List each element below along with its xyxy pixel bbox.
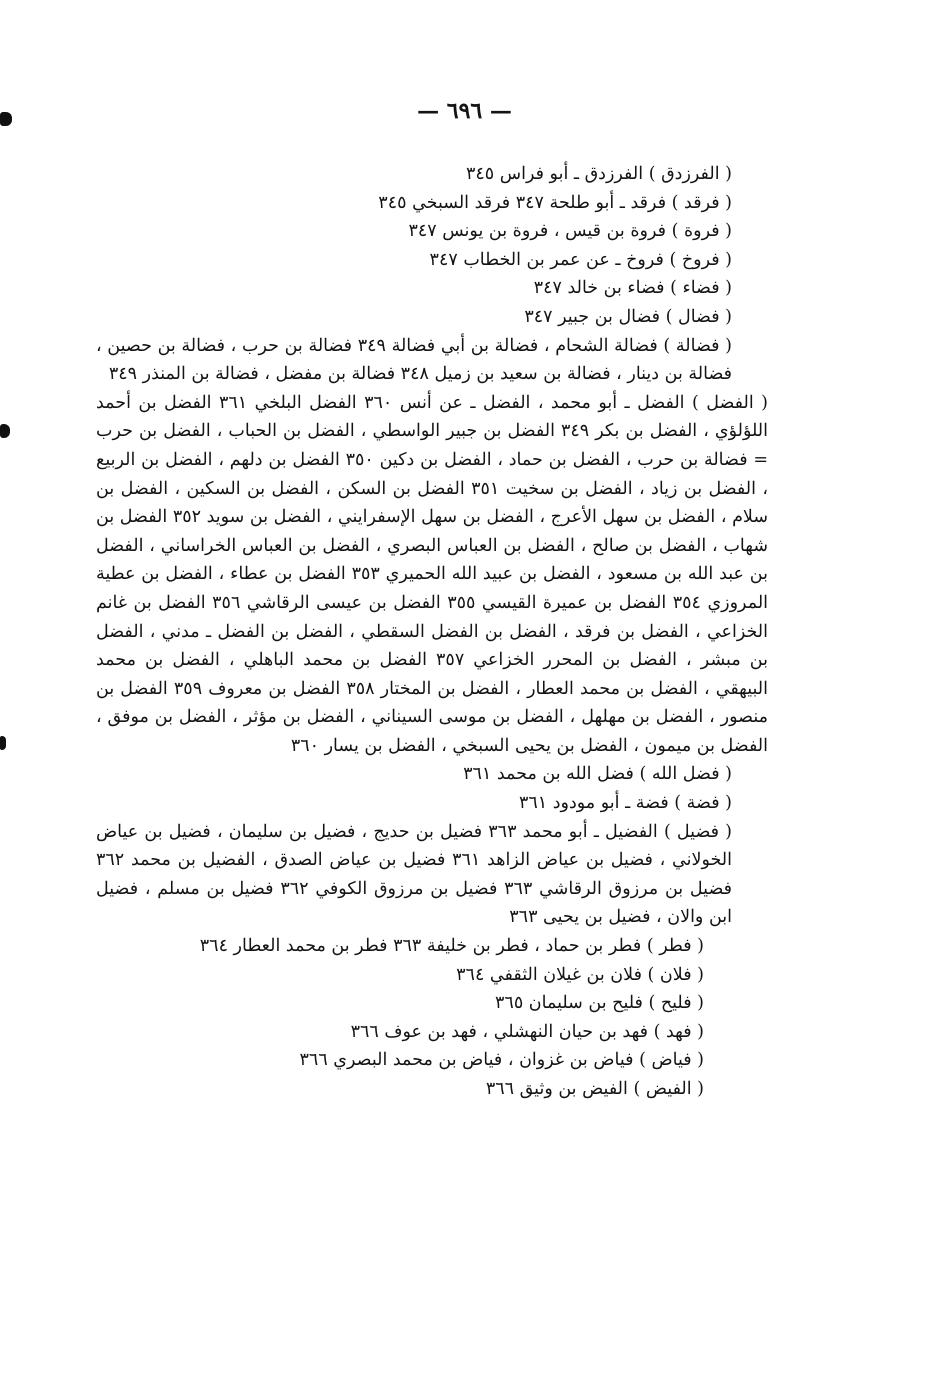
entry-text: فروخ ـ عن عمر بن الخطاب ٣٤٧ <box>429 249 664 270</box>
index-entry <box>96 274 768 303</box>
entry-heading: ( فطر ) <box>646 936 704 957</box>
index-entry <box>96 818 768 932</box>
index-entry <box>96 246 768 275</box>
entry-heading: ( فضة ) <box>674 793 732 814</box>
entry-text: فضل الله بن محمد ٣٦١ <box>463 764 634 785</box>
entry-heading: ( الفيض ) <box>633 1079 704 1099</box>
entry-text: فليح بن سليمان ٣٦٥ <box>495 993 643 1014</box>
entry-heading: ( فرقد ) <box>671 192 732 213</box>
entry-text: فلان بن غيلان الثقفي ٣٦٤ <box>456 964 642 985</box>
index-entry <box>96 789 768 818</box>
entry-text: الفيض بن وثيق ٣٦٦ <box>485 1079 628 1099</box>
index-entry <box>96 989 768 1018</box>
binding-mark <box>0 424 10 438</box>
binding-mark <box>0 736 6 750</box>
entry-heading: ( الفضل ) <box>692 392 768 413</box>
index-entry <box>96 217 768 246</box>
index-entry <box>96 389 768 761</box>
entry-text: فياض بن غزوان ، فياض بن محمد البصري ٣٦٦ <box>299 1050 634 1071</box>
entry-text: فرقد ـ أبو طلحة ٣٤٧ فرقد السبخي ٣٤٥ <box>378 192 667 213</box>
entry-heading: ( فياض ) <box>639 1050 704 1071</box>
index-body <box>96 160 768 1104</box>
entry-heading: ( فضال ) <box>665 306 732 327</box>
entry-heading: ( فروة ) <box>671 221 732 242</box>
entry-text: الفضيل ـ أبو محمد ٣٦٣ فضيل بن حديج ، فضيل بن سليمان ، فضيل بن عياض الخولاني ، فضيل بن عياض الزاهد ٣٦١ فضيل بن عياض الصدق ، الفضيل بن محمد ٣٦٢ فضيل بن مرزوق الرقاشي ٣٦٣ فضيل بن مرزوق الكوفي ٣٦٢ فضيل بن مسلم ، فضيل ابن والان ، فضيل بن يحيى ٣٦٣ <box>96 821 733 928</box>
index-entry <box>96 932 768 961</box>
index-entry <box>96 160 768 189</box>
entry-heading: ( فضيل ) <box>663 821 732 842</box>
entry-heading: ( فليح ) <box>648 993 704 1014</box>
index-entry <box>96 961 768 990</box>
entry-heading: ( فروخ ) <box>669 249 732 270</box>
index-entry <box>96 303 768 332</box>
entry-text: فضالة الشحام ، فضالة بن أبي فضالة ٣٤٩ فضالة بن حرب ، فضالة بن حصين ، فضالة بن دينار ، فضالة بن سعيد بن زميل ٣٤٨ فضالة بن مفضل ، فضالة بن المنذر ٣٤٩ <box>96 335 732 385</box>
entry-text: فروة بن قيس ، فروة بن يونس ٣٤٧ <box>408 221 666 242</box>
index-entry <box>96 760 768 789</box>
entry-heading: ( فضل الله ) <box>639 764 732 785</box>
entry-text: فطر بن حماد ، فطر بن خليفة ٣٦٣ فطر بن محمد العطار ٣٦٤ <box>199 936 642 957</box>
index-entry <box>96 1075 768 1104</box>
entry-heading: ( فلان ) <box>647 964 704 985</box>
index-entry <box>96 189 768 218</box>
entry-heading: ( الفرزدق ) <box>648 164 732 184</box>
page-number: — ٦٩٦ — <box>417 98 512 124</box>
entry-text: الفضل ـ أبو محمد ، الفضل ـ عن أنس ٣٦٠ الفضل البلخي ٣٦١ الفضل بن أحمد اللؤلؤي ، الفضل بن بكر ٣٤٩ الفضل بن جبير الواسطي ، الفضل بن الحباب ، الفضل بن حرب = فضالة بن حرب ، الفضل بن حماد ، الفضل بن دكين ٣٥٠ الفضل بن دلهم ، الفضل بن الربيع ، الفضل بن زياد ، الفضل بن سخيت ٣٥١ الفضل بن السكن ، الفضل بن السكين ، الفضل بن سلام ، الفضل بن سهل الأعرج ، الفضل بن سهل الإسفرايني ، الفضل بن سويد ٣٥٢ الفضل بن شهاب ، الفضل بن صالح ، الفضل بن العباس البصري ، الفضل بن العباس الخراساني ، الفضل بن عبد الله بن مسعود ، الفضل بن عبيد الله الحميري ٣٥٣ الفضل بن عطاء ، الفضل بن عطية المروزي ٣٥٤ الفضل بن عميرة القيسي ٣٥٥ الفضل بن عيسى الرقاشي ٣٥٦ الفضل بن غانم الخزاعي ، الفضل بن فرقد ، الفضل بن الفضل السقطي ، الفضل بن الفضل ـ مدني ، الفضل بن مبشر ، الفضل بن المحرر الخزاعي ٣٥٧ الفضل بن محمد الباهلي ، الفضل بن محمد البيهقي ، الفضل بن محمد العطار ، الفضل بن المختار ٣٥٨ الفضل بن معروف ٣٥٩ الفضل بن منصور ، الفضل بن مهلهل ، الفضل بن موسى السيناني ، الفضل بن مؤثر ، الفضل بن موفق ، الفضل بن ميمون ، الفضل بن يحيى السبخي ، الفضل بن يسار ٣٦٠ <box>96 392 769 756</box>
entry-text: فضاء بن خالد ٣٤٧ <box>533 278 665 299</box>
entry-heading: ( فهد ) <box>653 1021 704 1042</box>
entry-text: الفرزدق ـ أبو فراس ٣٤٥ <box>465 164 644 184</box>
index-entry <box>96 332 768 389</box>
entry-text: فهد بن حيان النهشلي ، فهد بن عوف ٣٦٦ <box>350 1021 649 1042</box>
index-entry <box>96 1018 768 1047</box>
entry-text: فضال بن جبير ٣٤٧ <box>524 306 661 327</box>
entry-heading: ( فضاء ) <box>670 278 732 299</box>
entry-heading: ( فضالة ) <box>663 335 732 356</box>
index-entry <box>96 1046 768 1075</box>
entry-text: فضة ـ أبو مودود ٣٦١ <box>518 793 669 814</box>
